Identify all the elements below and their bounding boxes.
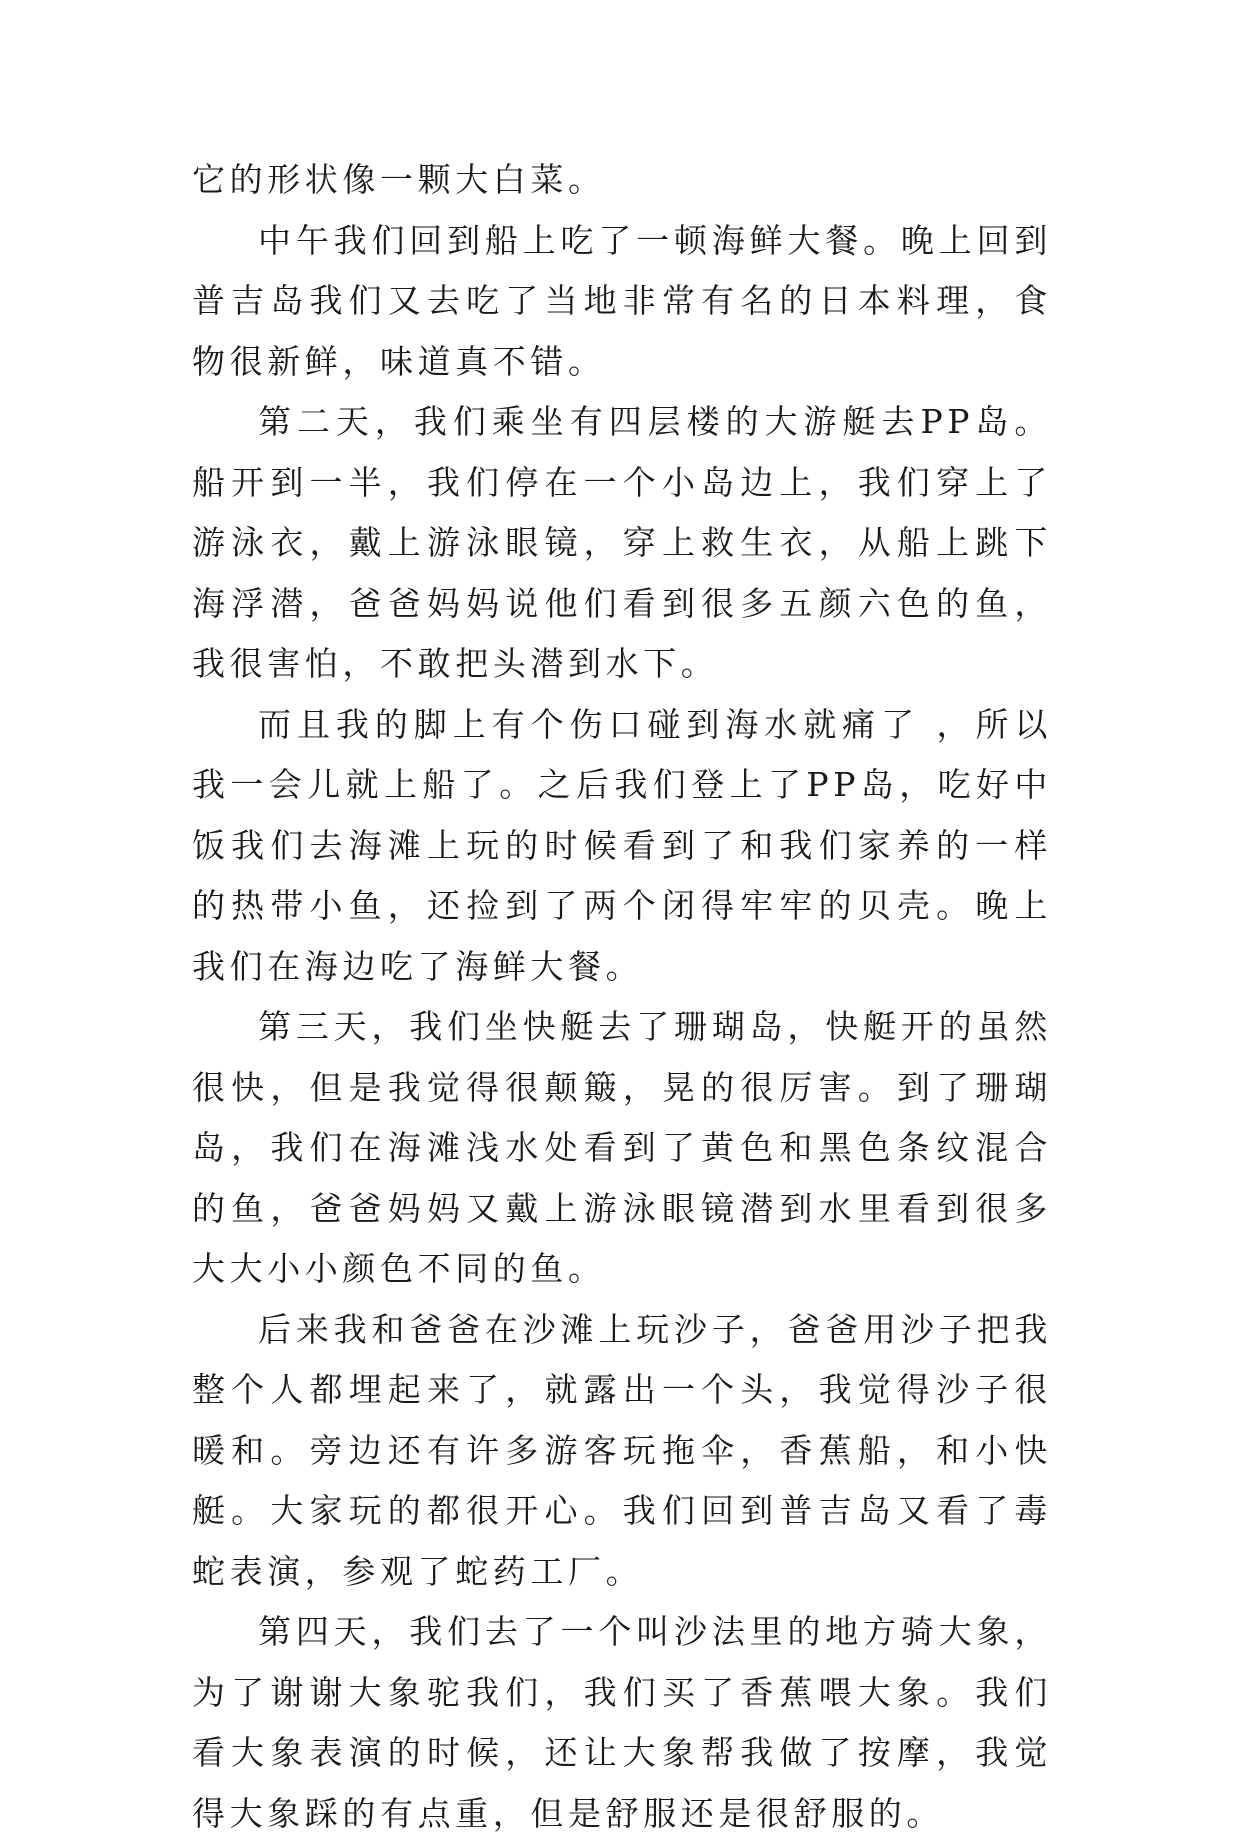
paragraph-3: 第二天，我们乘坐有四层楼的大游艇去PP岛。船开到一半，我们停在一个小岛边上，我们穿上了游泳衣，戴上游泳眼镜，穿上救生衣，从船上跳下海浮潜，爸爸妈妈说他们看到很多五颜六色的鱼，我很害怕，不敢把头潜到水下。 [192,402,1052,683]
document-body [192,150,1052,1844]
paragraph-6: 后来我和爸爸在沙滩上玩沙子，爸爸用沙子把我整个人都埋起来了，就露出一个头，我觉得沙子很暖和。旁边还有许多游客玩拖伞，香蕉船，和小快艇。大家玩的都很开心。我们回到普吉岛又看了毒蛇表演，参观了蛇药工厂。 [192,1309,1052,1591]
paragraph-2: 中午我们回到船上吃了一顿海鲜大餐。晚上回到普吉岛我们又去吃了当地非常有名的日本料理，食物很新鲜，味道真不错。 [192,220,1052,381]
paragraph-1: 它的形状像一颗大白菜。 [192,160,606,199]
paragraph-7: 第四天，我们去了一个叫沙法里的地方骑大象，为了谢谢大象驼我们，我们买了香蕉喂大象。我们看大象表演的时候，还让大象帮我做了按摩，我觉得大象踩的有点重，但是舒服还是很舒服的。 [192,1612,1052,1833]
paragraph-5: 第三天，我们坐快艇去了珊瑚岛，快艇开的虽然很快，但是我觉得很颠簸，晃的很厉害。到了珊瑚岛，我们在海滩浅水处看到了黄色和黑色条纹混合的鱼，爸爸妈妈又戴上游泳眼镜潜到水里看到很多大大小小颜色不同的鱼。 [192,1007,1052,1288]
paragraph-4: 而且我的脚上有个伤口碰到海水就痛了 ，所以我一会儿就上船了。之后我们登上了PP岛，吃好中饭我们去海滩上玩的时候看到了和我们家养的一样的热带小鱼，还捡到了两个闭得牢牢的贝壳。晚上我们在海边吃了海鲜大餐。 [192,704,1052,986]
